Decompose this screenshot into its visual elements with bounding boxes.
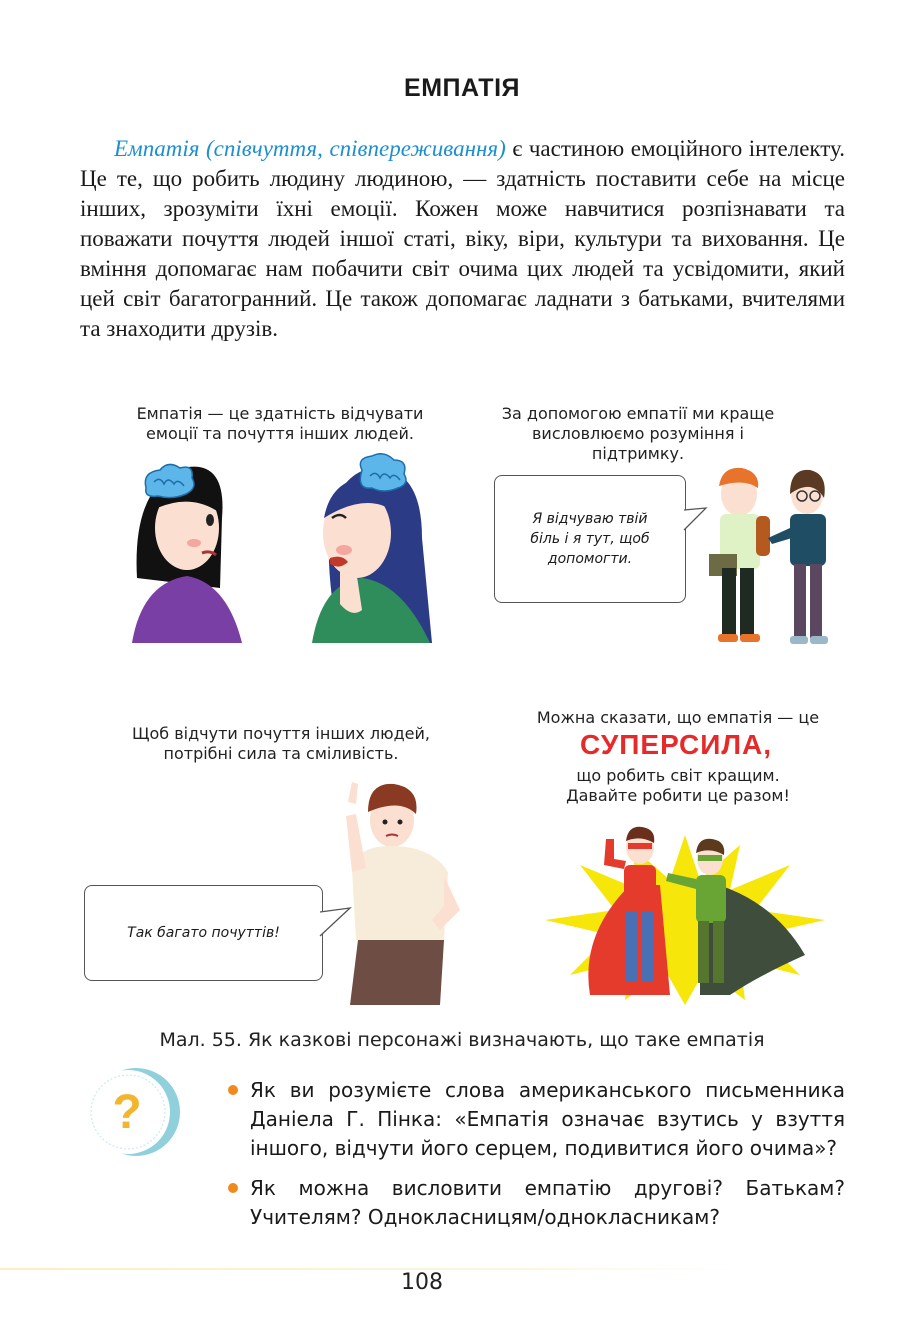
panel3-speech-bubble: Так багато почуттів! (84, 885, 323, 981)
girl-glasses (768, 470, 828, 644)
intro-paragraph (80, 134, 845, 344)
page-title: ЕМПАТІЯ (404, 74, 520, 102)
thinking-boy-illustration (340, 780, 460, 1005)
svg-text:?: ? (112, 1086, 142, 1139)
panel2-speech-bubble: Я відчуваю твій біль і я тут, щоб допомогти. (494, 475, 686, 603)
panel2-caption: За допомогою емпатії ми краще висловлюємо розуміння і підтримку. (501, 404, 775, 463)
burst-shape (545, 835, 825, 1005)
boy-redhead (709, 468, 770, 642)
questions-list (228, 1076, 845, 1243)
question-icon (84, 1064, 180, 1160)
panel4-caption-top: Можна сказати, що емпатія — це (536, 708, 820, 727)
page-number: 108 (401, 1270, 443, 1295)
question-item: Як ви розумієте слова американського письменника Даніела Г. Пінка: «Емпатія означає взутись у взуття іншого, відчути його серцем, подивитися його очима»? (228, 1076, 845, 1163)
supersila-highlight: СУПЕРСИЛА, (580, 729, 773, 760)
panel4-caption-bottom: що робить світ кращим. Давайте робити це разом! (566, 766, 790, 805)
superheroes-illustration (540, 825, 830, 1005)
two-girls-illustration (132, 458, 432, 648)
question-item: Як можна висловити емпатію другові? Батькам? Учителям? Однокласницям/однокласникам? (228, 1174, 845, 1232)
bullet-dot (228, 1183, 238, 1193)
panel1-caption: Емпатія — це здатність відчувати емоції та почуття інших людей. (136, 404, 424, 443)
empathy-term: Емпатія (співчуття, співпереживання) (114, 136, 506, 161)
intro-text: є частиною емоційного інтелекту. Це те, що робить людину людиною, — здатність поставити себе на місце інших, зрозуміти їхні емоції. Кожен може навчитися розпізнавати та поважати почуття людей іншої статі, віку, віри, культури та виховання. Це вміння допомагає нам побачити світ очима цих людей та усвідомити, який цей світ багатогранний. Це також допомагає ладнати з батьками, вчителями та знаходити друзів. (80, 136, 845, 341)
girl-dark-hair (132, 464, 242, 643)
figure-caption: Мал. 55. Як казкові персонажі визначають, що таке емпатія (159, 1029, 765, 1051)
bullet-dot (228, 1085, 238, 1095)
girl-blue-hair (312, 454, 432, 643)
panel3-caption: Щоб відчути почуття інших людей, потрібні сила та сміливість. (131, 724, 430, 763)
boy-and-girl-illustration (704, 464, 844, 649)
